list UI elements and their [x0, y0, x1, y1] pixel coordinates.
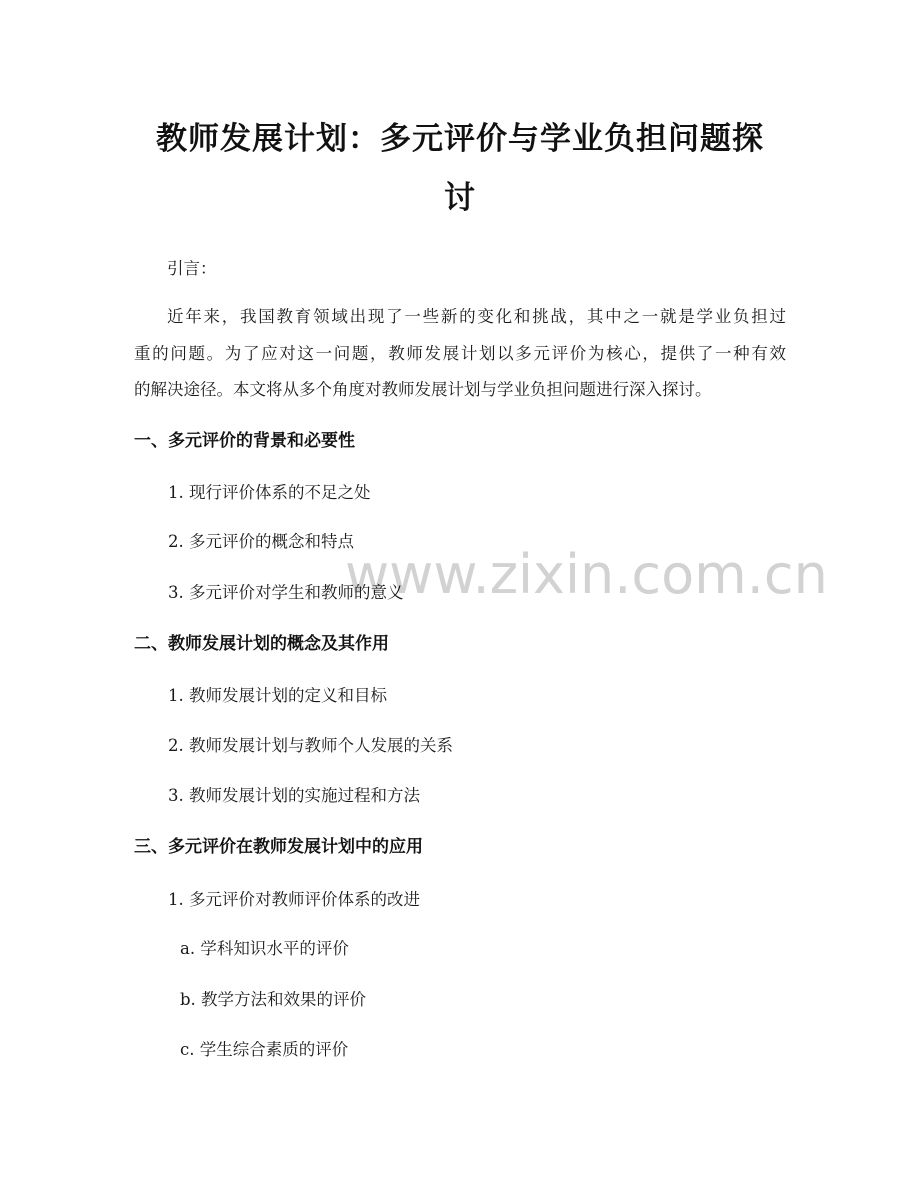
watermark: www.zixin.com.cn: [345, 543, 828, 606]
intro-paragraph-line-3: 的解决途径。本文将从多个角度对教师发展计划与学业负担问题进行深入探讨。: [134, 380, 712, 399]
section-3-subitem-a: a. 学科知识水平的评价: [180, 939, 349, 958]
section-3-item-1: 1. 多元评价对教师评价体系的改进: [168, 890, 420, 909]
section-2-item-1: 1. 教师发展计划的定义和目标: [168, 686, 387, 705]
document-title-line-1: 教师发展计划：多元评价与学业负担问题探: [156, 121, 764, 157]
section-3-subitem-c: c. 学生综合素质的评价: [180, 1040, 349, 1059]
section-heading-2: 二、教师发展计划的概念及其作用: [134, 634, 389, 654]
intro-label: 引言：: [167, 259, 217, 278]
section-heading-1: 一、多元评价的背景和必要性: [134, 431, 355, 451]
intro-paragraph-line-1: 近年来，我国教育领域出现了一些新的变化和挑战，其中之一就是学业负担过: [167, 307, 786, 326]
section-2-item-3: 3. 教师发展计划的实施过程和方法: [168, 786, 420, 805]
section-3-subitem-b: b. 教学方法和效果的评价: [180, 990, 367, 1009]
section-heading-3: 三、多元评价在教师发展计划中的应用: [134, 837, 423, 857]
section-2-item-2: 2. 教师发展计划与教师个人发展的关系: [168, 736, 453, 755]
section-1-item-2: 2. 多元评价的概念和特点: [168, 532, 354, 551]
intro-paragraph-line-2: 重的问题。为了应对这一问题，教师发展计划以多元评价为核心，提供了一种有效: [134, 344, 786, 363]
section-1-item-3: 3. 多元评价对学生和教师的意义: [168, 583, 404, 602]
document-title-line-2: 讨: [444, 180, 476, 216]
section-1-item-1: 1. 现行评价体系的不足之处: [168, 483, 371, 502]
